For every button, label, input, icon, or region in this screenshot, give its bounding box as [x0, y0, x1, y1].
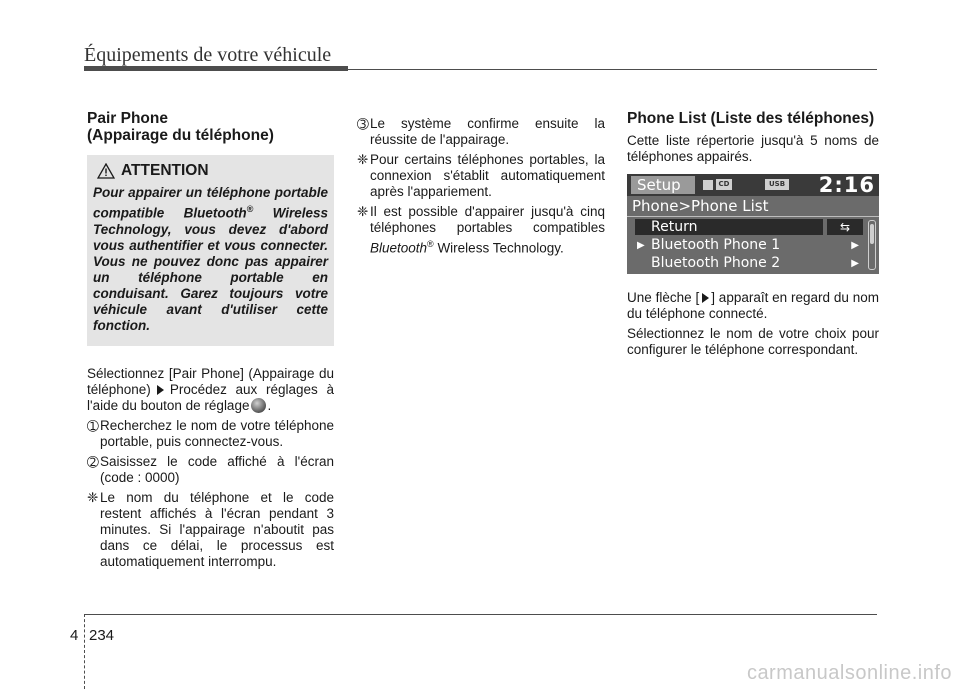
bluetooth-word: Bluetooth: [370, 240, 428, 256]
screen-return-item: Return: [635, 219, 823, 235]
connected-indicator-icon: ▶: [637, 240, 645, 251]
page-number: 234: [89, 627, 115, 644]
note-timeout: [87, 490, 334, 570]
cd-icon: CD: [716, 179, 732, 190]
row-arrow-icon: ▶: [851, 240, 859, 251]
intro-text-a: Sélectionnez [Pair Phone] (Appairage du téléphone): [87, 365, 334, 397]
attention-box: [87, 155, 334, 346]
phone-list-intro: Cette liste répertorie jusqu'à 5 noms de téléphones appairés.: [627, 133, 879, 164]
arrow-text-a: Une flèche [: [627, 290, 700, 305]
attention-text-b: Wireless Technology, vous devez d'abord vous authentifier et vous connecter. Vous ne pouvez donc pas appairer un téléphone portable en conduisant. Garez toujours votre véhicule avant d'utiliser cette fonction.: [93, 205, 328, 333]
step-3: [357, 116, 605, 148]
note-auto-connect: [357, 152, 605, 200]
note-1-text: Pour certains téléphones portables, la connexion s'établit automatiquement après l'appariement.: [370, 152, 605, 199]
step-2-text: Saisissez le code affiché à l'écran (code : 0000): [100, 453, 334, 485]
step-2: [87, 454, 334, 486]
back-icon: ⇆: [827, 219, 863, 235]
select-instruction: Sélectionnez le nom de votre choix pour configurer le téléphone correspondant.: [627, 326, 879, 357]
note-text: Le nom du téléphone et le code restent affichés à l'écran pendant 3 minutes. Si l'appairage n'aboutit pas dans ce délai, le processus est automatiquement interrompu.: [100, 489, 334, 569]
phone-row-label: Bluetooth Phone 1: [651, 237, 781, 253]
column-left: [87, 110, 334, 574]
arrow-explanation: [627, 290, 879, 322]
registered-mark: ®: [246, 204, 254, 214]
screen-phone-row: [635, 237, 863, 254]
intro-text-b: Procédez aux réglages à l'aide du bouton de réglage: [87, 381, 334, 413]
arrow-right-icon: [702, 293, 709, 303]
column-middle: [357, 116, 605, 261]
attention-text: [93, 185, 328, 334]
screen-scrollbar: [868, 220, 876, 270]
section-heading-pair-phone: [87, 110, 334, 144]
column-right: [627, 110, 879, 362]
tune-knob-icon: [251, 398, 266, 413]
header-rule: [84, 69, 877, 70]
intro-text-c: .: [267, 397, 272, 413]
arrow-text-b: ] apparaît en regard du nom du téléphone connecté.: [627, 290, 880, 321]
step-3-text: Le système confirme ensuite la réussite de l'appairage.: [370, 116, 605, 147]
bluetooth-status-icon: [703, 180, 713, 190]
intro-paragraph: [87, 366, 334, 414]
footer-rule: [84, 614, 877, 615]
note-five-phones: [357, 204, 605, 257]
step-1-marker: ➀: [87, 417, 99, 434]
warning-icon: [97, 163, 115, 179]
attention-header: [97, 163, 328, 179]
chapter-number: 4: [70, 627, 79, 644]
note-marker: ❈: [87, 489, 99, 505]
attention-label: ATTENTION: [121, 162, 209, 179]
phone-row-label: Bluetooth Phone 2: [651, 255, 781, 271]
attention-text-a: Pour appairer un téléphone portable compatible Bluetooth: [93, 185, 328, 221]
head-unit-screen: [627, 174, 879, 274]
heading-line-2: (Appairage du téléphone): [87, 127, 274, 144]
note-2-marker: ❈: [357, 204, 369, 219]
watermark-text: carmanualsonline.info: [746, 662, 952, 684]
footer-divider: [84, 614, 85, 689]
note-1-marker: ❈: [357, 152, 369, 167]
step-3-marker: ➂: [357, 116, 369, 132]
row-arrow-icon: ▶: [851, 258, 859, 269]
section-heading-phone-list: Phone List (Liste des téléphones): [627, 110, 875, 127]
usb-icon: USB: [765, 179, 789, 190]
screen-phone-row: [635, 255, 863, 272]
step-2-marker: ➁: [87, 453, 99, 470]
screen-breadcrumb: Phone>Phone List: [632, 197, 769, 215]
screen-divider: [627, 216, 879, 217]
screen-setup-tab: Setup: [631, 176, 695, 194]
screen-scroll-thumb: [870, 224, 874, 244]
note-2-text-a: Il est possible d'appairer jusqu'à cinq téléphones portables compatibles: [370, 204, 605, 235]
registered-mark-2: ®: [427, 239, 434, 249]
arrow-right-icon: [157, 385, 164, 395]
heading-line-1: Pair Phone: [87, 110, 168, 127]
header-title: Équipements de votre véhicule: [84, 44, 332, 66]
step-1-text: Recherchez le nom de votre téléphone portable, puis connectez-vous.: [100, 417, 334, 449]
screen-clock: 2:16: [818, 174, 875, 197]
note-2-text-b: Wireless Technology.: [433, 240, 564, 256]
step-1: [87, 418, 334, 450]
